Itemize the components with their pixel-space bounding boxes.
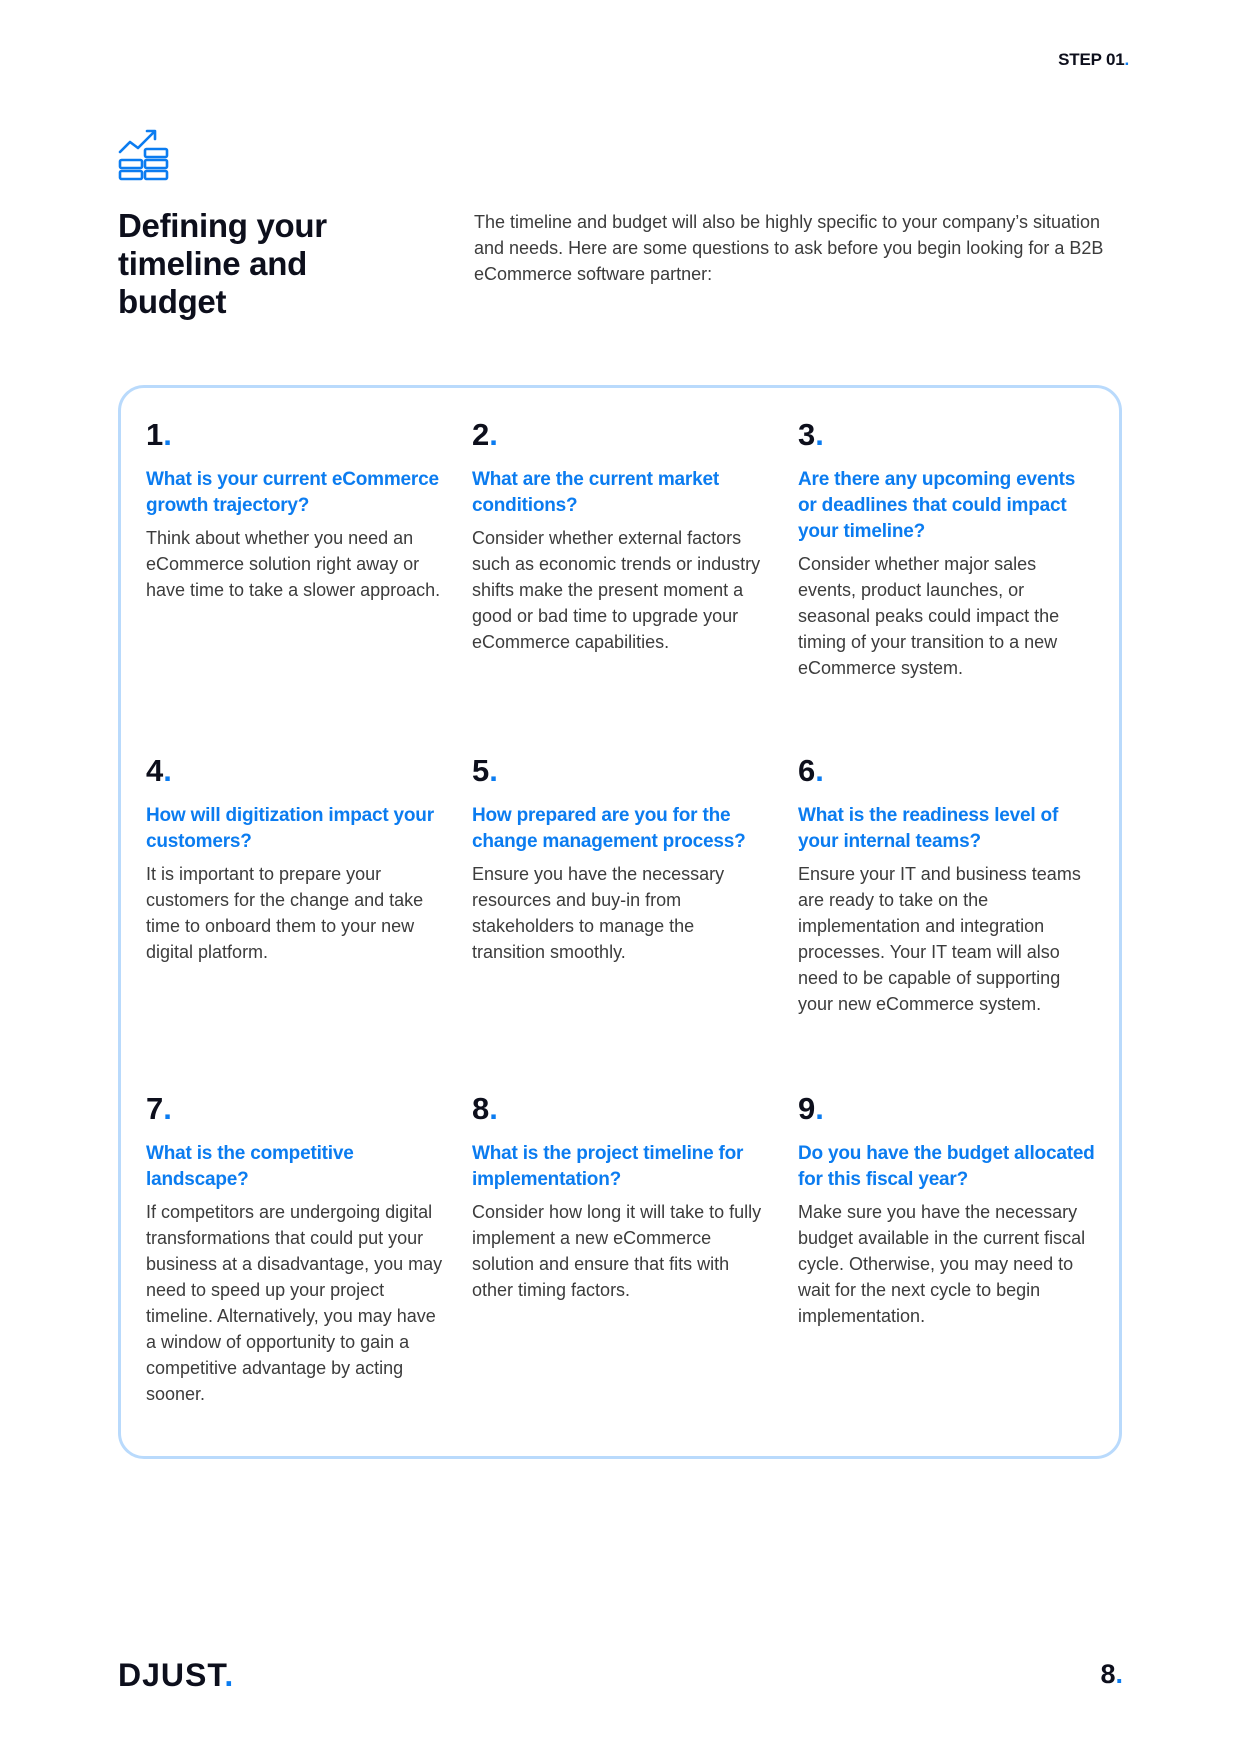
question-item-6 <box>798 751 1098 1089</box>
question-body: Ensure you have the necessary resources and buy-in from stakeholders to manage the transition smoothly. <box>472 864 725 962</box>
question-title: What is the competitive landscape? <box>146 1143 354 1190</box>
question-number: 1. <box>146 417 172 452</box>
question-item-9 <box>798 1089 1098 1407</box>
question-item-8 <box>472 1089 798 1407</box>
question-body: Consider how long it will take to fully implement a new eCommerce solution and ensure that fits with other timing factors. <box>472 1202 762 1300</box>
question-body: If competitors are undergoing digital transformations that could put your business at a disadvantage, you may need to speed up your project timeline. Alternatively, you may have a window of opportunity to gain a competitive advantage by acting sooner. <box>146 1202 443 1404</box>
question-body: Think about whether you need an eCommerce solution right away or have time to take a slower approach. <box>146 528 441 600</box>
question-number: 6. <box>798 753 824 788</box>
question-item-4 <box>146 751 472 1089</box>
question-number: 2. <box>472 417 498 452</box>
question-number: 7. <box>146 1091 172 1126</box>
question-number: 8. <box>472 1091 498 1126</box>
question-title: Do you have the budget allocated for this fiscal year? <box>798 1143 1095 1190</box>
page-number: 8. <box>1100 1659 1123 1689</box>
question-item-3 <box>798 415 1098 751</box>
question-body: Make sure you have the necessary budget available in the current fiscal cycle. Otherwise, you may need to wait for the next cycle to begin implementation. <box>798 1202 1086 1326</box>
question-title: What is the readiness level of your internal teams? <box>798 805 1059 852</box>
question-item-1 <box>146 415 472 751</box>
page-title: Defining your timeline and budget <box>118 207 327 320</box>
question-title: What is the project timeline for implementation? <box>472 1143 744 1190</box>
question-item-5 <box>472 751 798 1089</box>
step-label <box>1058 50 1129 70</box>
question-item-7 <box>146 1089 472 1407</box>
question-body: Consider whether external factors such as economic trends or industry shifts make the present moment a good or bad time to upgrade your eCommerce capabilities. <box>472 528 761 652</box>
step-label-dot: . <box>1124 50 1129 69</box>
question-title: What are the current market conditions? <box>472 469 719 516</box>
step-label-text: STEP 01 <box>1058 50 1125 69</box>
question-number: 4. <box>146 753 172 788</box>
question-body: Consider whether major sales events, product launches, or seasonal peaks could impact the timing of your transition to a new eCommerce system. <box>798 554 1060 678</box>
question-number: 9. <box>798 1091 824 1126</box>
question-number: 3. <box>798 417 824 452</box>
growth-chart-coins-icon <box>117 125 173 181</box>
question-item-2 <box>472 415 798 751</box>
questions-grid <box>146 415 1106 1407</box>
question-number: 5. <box>472 753 498 788</box>
question-body: Ensure your IT and business teams are ready to take on the implementation and integration processes. Your IT team will also need to be capable of supporting your new eCommerce system. <box>798 864 1081 1014</box>
intro-paragraph: The timeline and budget will also be highly specific to your company’s situation and needs. Here are some questions to ask before you begin looking for a B2B eCommerce software partner: <box>474 212 1104 284</box>
question-title: How will digitization impact your customers? <box>146 805 434 852</box>
djust-logo: DJUST. <box>118 1657 235 1693</box>
question-title: How prepared are you for the change management process? <box>472 805 746 852</box>
question-body: It is important to prepare your customers for the change and take time to onboard them to your new digital platform. <box>146 864 424 962</box>
question-title: What is your current eCommerce growth trajectory? <box>146 469 439 516</box>
question-title: Are there any upcoming events or deadlines that could impact your timeline? <box>798 469 1076 542</box>
